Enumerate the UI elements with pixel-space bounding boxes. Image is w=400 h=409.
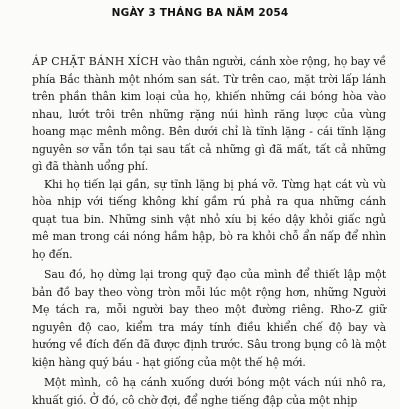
paragraph-3: Sau đó, họ dừng lại trong quỹ đạo của mình để thiết lập một bản đồ bay theo vòng tròn mỗi lúc một rộng hơn, những Người Mẹ tách ra, mỗi người bay theo một đường riêng. Rho-Z giữ nguyên độ cao, kiểm tra máy tính điều khiển chế độ bay và hướng về đích đến đã được định trước. Sâu trong bụng cô là một kiện hàng quý báu - hạt giống của một thế hệ mới. (32, 268, 386, 369)
paragraph-4: Một mình, cô hạ cánh xuống dưới bóng một vách núi nhô ra, khuất gió. Ở đó, cô chờ đợi, để nghe tiếng đập của một nhịp (32, 376, 386, 407)
paragraph-2: Khi họ tiến lại gần, sự tĩnh lặng bị phá vỡ. Từng hạt cát vù vù hòa nhịp với tiếng không khí gầm rú phả ra qua những cánh quạt tua bin. Những sinh vật nhỏ xíu bị kéo dậy khỏi giấc ngủ mê man trong cái nóng hầm hập, bò ra khỏi chỗ ẩn nấp để nhìn họ đến. (32, 177, 386, 261)
paragraph-lead-in: ÁP CHẶT BÁNH XÍCH (32, 55, 159, 68)
paragraph-text: vào thân người, cánh xòe rộng, họ bay về phía Bắc thành một nhóm san sát. Từ trên cao, mặt trời lấp lánh trên phần thân kim loại của họ, khiến những cái bóng hòa vào nhau, lướt trôi trên những rặng núi hình răng lược của vùng hoang mạc mênh mông. Bên dưới chỉ là tĩnh lặng - cái tĩnh lặng nguyên sơ vẫn tồn tại sau tất cả những gì đã mất, tất cả những gì đã thành uổng phí. (32, 55, 386, 173)
paragraph-1 (32, 53, 386, 176)
chapter-heading: NGÀY 3 THÁNG BA NĂM 2054 (111, 7, 289, 19)
page-body (32, 53, 386, 409)
